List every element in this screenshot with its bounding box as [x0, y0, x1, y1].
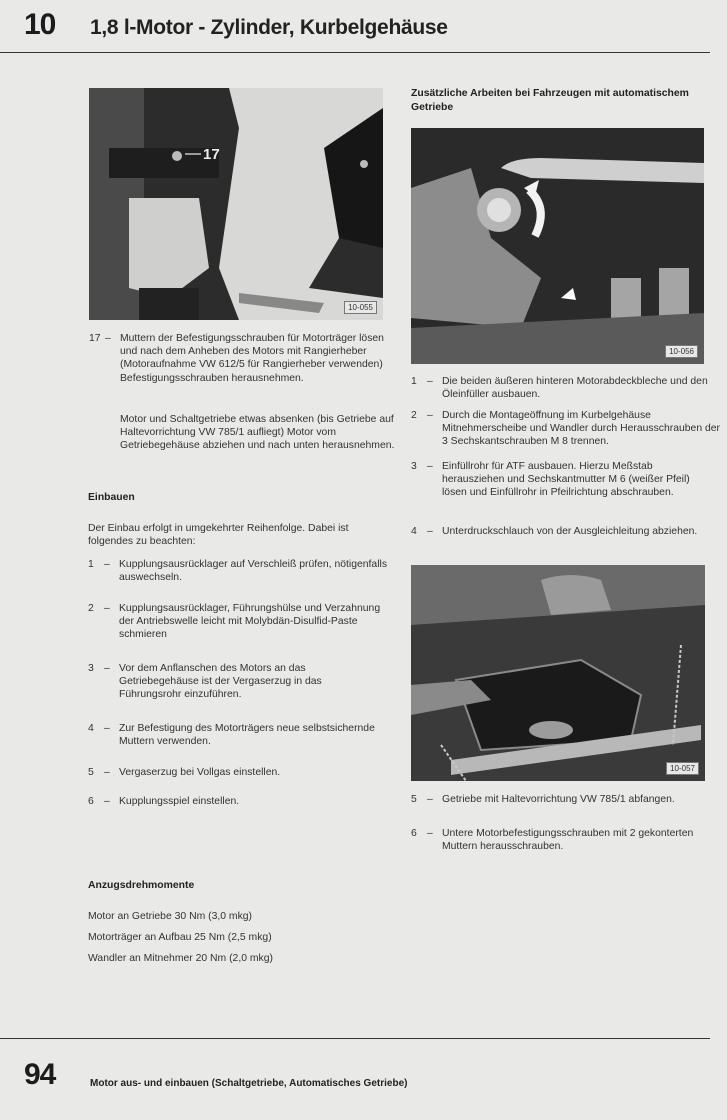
torque-spec: Motor an Getriebe 30 Nm (3,0 mkg): [88, 911, 253, 922]
automatic-heading: Zusätzliche Arbeiten bei Fahrzeugen mit automatischem Getriebe: [411, 88, 689, 113]
figure-code: 10-055: [344, 301, 377, 314]
step-17-note: Motor und Schaltgetriebe etwas absenken (bis Getriebe auf Haltevorrichtung VW 785/1 aufliegt) Motor vom Getriebegehäuse abziehen und nach unten herausnehmen.: [120, 414, 395, 452]
figure-callout-17: 17: [203, 146, 220, 163]
install-step: [88, 662, 378, 702]
auto-step: [411, 460, 711, 500]
step-text: Untere Motorbefestigungsschrauben mit 2 gekonterten Muttern herausschrauben.: [442, 828, 694, 853]
torque-spec: Motorträger an Aufbau 25 Nm (2,5 mkg): [88, 932, 272, 943]
step-number: 4: [411, 526, 417, 537]
footer-section-title: Motor aus- und einbauen (Schaltgetriebe, Automatisches Getriebe): [90, 1078, 408, 1089]
step-number: 6: [88, 796, 94, 807]
install-step: [88, 795, 388, 808]
step-number: 3: [411, 461, 417, 472]
step-number: 2: [411, 410, 417, 421]
auto-step: [411, 375, 721, 401]
step-text: Unterdruckschlauch von der Ausgleichleitung abziehen.: [442, 526, 698, 537]
step-dash: –: [427, 828, 433, 839]
chapter-number: 10: [24, 8, 56, 41]
install-intro: Der Einbau erfolgt in umgekehrter Reihenfolge. Dabei ist folgendes zu beachten:: [88, 523, 349, 548]
install-heading: Einbauen: [88, 492, 135, 503]
step-text: Muttern der Befestigungsschrauben für Motorträger lösen und nach dem Anheben des Motors mit Rangierheber (Motoraufnahme VW 612/5 für Rangierheber verwenden) Befestigungsschrauben herausnehmen.: [120, 333, 384, 384]
torque-spec: Wandler an Mitnehmer 20 Nm (2,0 mkg): [88, 953, 273, 964]
header-rule: [0, 52, 710, 53]
step-number: 4: [88, 723, 94, 734]
step-text: Zur Befestigung des Motorträgers neue selbstsichernde Muttern verwenden.: [119, 723, 375, 748]
step-dash: –: [427, 376, 433, 387]
step-text: Kupplungsspiel einstellen.: [119, 796, 240, 807]
step-number: 5: [411, 794, 417, 805]
step-number: 3: [88, 663, 94, 674]
step-dash: –: [427, 794, 433, 805]
step-dash: –: [104, 767, 110, 778]
figure-10-057: [411, 565, 705, 781]
auto-step: [411, 525, 711, 538]
install-step: [88, 602, 388, 642]
step-dash: –: [105, 333, 111, 344]
step-dash: –: [104, 603, 110, 614]
figure-10-056: [411, 128, 704, 364]
footer-rule: [0, 1038, 710, 1039]
atf-filler-photo: [411, 128, 704, 364]
step-text: Kupplungsausrücklager auf Verschleiß prüfen, nötigenfalls auswechseln.: [119, 559, 388, 584]
step-17: [89, 332, 389, 385]
figure-10-055: [89, 88, 383, 320]
step-number: 1: [411, 376, 417, 387]
step-number: 6: [411, 828, 417, 839]
install-step: [88, 558, 388, 584]
step-dash: –: [104, 663, 110, 674]
engine-mount-photo: [89, 88, 383, 320]
step-number: 5: [88, 767, 94, 778]
step-text: Kupplungsausrücklager, Führungshülse und Verzahnung der Antriebswelle leicht mit Molybdän-Disulfid-Paste schmieren: [119, 603, 381, 641]
step-text: Einfüllrohr für ATF ausbauen. Hierzu Meßstab herausziehen und Sechskantmutter M 6 (weißer Pfeil) lösen und Einfüllrohr in Pfeilrichtung abschrauben.: [442, 461, 690, 499]
install-step: [88, 722, 383, 748]
auto-step: [411, 409, 721, 449]
transmission-support-photo: [411, 565, 705, 781]
step-text: Vergaserzug bei Vollgas einstellen.: [119, 767, 281, 778]
step-dash: –: [427, 410, 433, 421]
step-number: 2: [88, 603, 94, 614]
figure-code: 10-057: [666, 762, 699, 775]
step-dash: –: [104, 796, 110, 807]
step-number: 1: [88, 559, 94, 570]
auto-step: [411, 827, 711, 853]
step-dash: –: [104, 723, 110, 734]
torque-heading: Anzugsdrehmomente: [88, 880, 195, 891]
install-step: [88, 766, 388, 779]
chapter-title: 1,8 l-Motor - Zylinder, Kurbelgehäuse: [90, 16, 448, 39]
step-dash: –: [104, 559, 110, 570]
step-text: Durch die Montageöffnung im Kurbelgehäuse Mitnehmerscheibe und Wandler durch Herausschrauben der 3 Sechskantschrauben M 8 trennen.: [442, 410, 720, 448]
step-number: 17: [89, 333, 101, 344]
figure-code: 10-056: [665, 345, 698, 358]
page-number: 94: [24, 1058, 56, 1091]
step-text: Getriebe mit Haltevorrichtung VW 785/1 abfangen.: [442, 794, 675, 805]
step-text: Vor dem Anflanschen des Motors an das Getriebegehäuse ist der Vergaserzug in das Führungsrohr einzuführen.: [119, 663, 322, 701]
step-dash: –: [427, 461, 433, 472]
step-text: Die beiden äußeren hinteren Motorabdeckbleche und den Öleinfüller ausbauen.: [442, 376, 708, 401]
step-dash: –: [427, 526, 433, 537]
auto-step: [411, 793, 711, 806]
